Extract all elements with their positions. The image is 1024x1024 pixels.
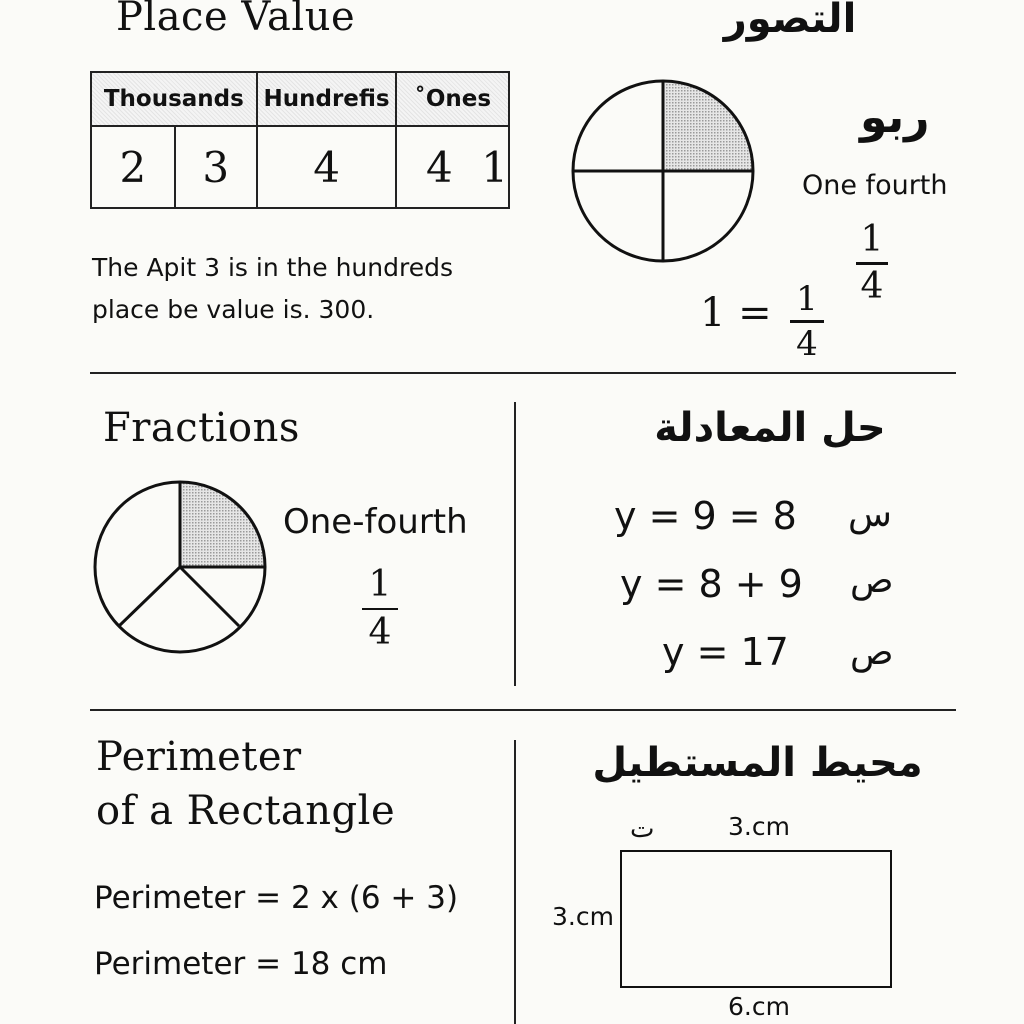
perimeter-result: Perimeter = 18 cm: [94, 946, 388, 982]
header-thousands: Thousands: [91, 72, 257, 126]
place-value-digit-row: [91, 126, 509, 208]
fractions-caption: One-fourth: [283, 502, 468, 542]
fractions-fraction: [362, 566, 398, 652]
column-divider: [514, 740, 516, 1024]
fraction-numerator: 1: [368, 564, 392, 605]
fraction-denominator: 4: [368, 612, 392, 653]
digit-cell: 1: [481, 126, 509, 208]
fraction-denominator: 4: [860, 266, 884, 307]
picture-label-ar: ربو: [860, 92, 930, 143]
fraction-numerator: 1: [796, 279, 818, 319]
fraction-bar: [856, 262, 888, 265]
place-value-table: [90, 71, 510, 209]
fraction-circle-diagram: [93, 480, 267, 654]
header-ones: ˚Ones: [396, 72, 509, 126]
equation-var-1: س: [848, 494, 892, 535]
rect-left-label: 3.cm: [552, 902, 614, 931]
rect-title-ar: محيط المستطيل: [592, 740, 923, 786]
perimeter-title-1: Perimeter: [96, 734, 302, 780]
rect-corner-mark: ت: [630, 814, 655, 844]
equation-var-3: ص: [850, 632, 894, 673]
sector-line: [180, 567, 239, 626]
place-value-explanation-2: place be value is. 300.: [92, 295, 375, 324]
sector-line: [119, 567, 180, 626]
perimeter-formula: Perimeter = 2 x (6 + 3): [94, 880, 459, 916]
fraction-bar: [790, 320, 824, 323]
rect-bottom-label: 6.cm: [728, 992, 790, 1021]
fraction-bar: [362, 608, 398, 610]
digit-cell: 4: [257, 126, 397, 208]
picture-equation-lhs: 1 =: [700, 290, 772, 336]
digit-cell: 4: [396, 126, 481, 208]
rectangle-shape: [620, 850, 892, 988]
section-divider: [90, 372, 956, 374]
quarter-circle-diagram: [570, 78, 756, 264]
picture-caption: One fourth: [802, 170, 948, 201]
place-value-explanation-1: The Apit 3 is in the hundreds: [92, 253, 453, 282]
equation-row-1: y = 9 = 8: [614, 494, 797, 538]
digit-cell: 3: [175, 126, 257, 208]
fraction-numerator: 1: [860, 219, 884, 260]
picture-equation-fraction: [790, 279, 824, 364]
column-divider: [514, 402, 516, 686]
equation-row-2: y = 8 + 9: [620, 562, 803, 606]
perimeter-title-2: of a Rectangle: [96, 788, 396, 834]
picture-title-ar: التصور: [723, 0, 857, 42]
digit-cell: 2: [91, 126, 175, 208]
picture-fraction: [856, 219, 888, 307]
header-hundreds: Hundrefis: [257, 72, 397, 126]
equation-row-3: y = 17: [662, 630, 789, 674]
section-divider: [90, 709, 956, 711]
place-value-header-row: [91, 72, 509, 126]
place-value-title: Place Value: [116, 0, 356, 40]
fractions-title: Fractions: [103, 405, 300, 451]
equation-var-2: ص: [850, 560, 894, 601]
equation-title-ar: حل المعادلة: [654, 405, 886, 451]
rect-top-label: 3.cm: [728, 812, 790, 841]
fraction-denominator: 4: [796, 324, 818, 364]
